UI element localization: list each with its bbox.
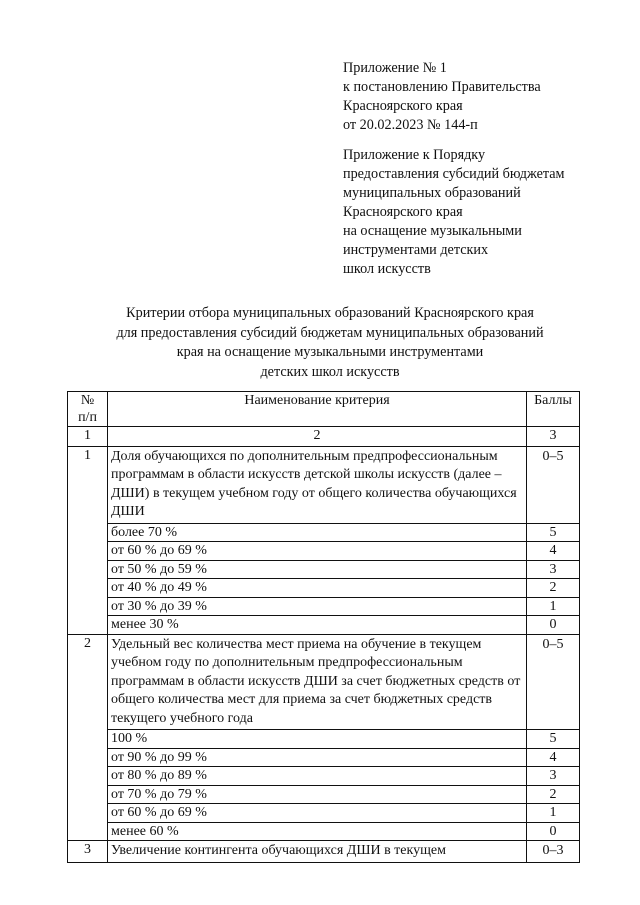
appendix-line: Красноярского края <box>343 98 463 114</box>
option-points: 1 <box>527 804 580 823</box>
option-label: от 90 % до 99 % <box>108 748 527 767</box>
criterion-option-row <box>68 767 580 786</box>
criterion-text: Увеличение контингента обучающихся ДШИ в текущем <box>108 841 527 863</box>
option-points: 2 <box>527 785 580 804</box>
criterion-number: 1 <box>68 446 108 634</box>
appendix-line: Приложение № 1 <box>343 60 447 76</box>
title-line: детских школ искусств <box>260 363 400 380</box>
option-label: от 60 % до 69 % <box>108 542 527 561</box>
option-label: от 60 % до 69 % <box>108 804 527 823</box>
header-number-line2: п/п <box>78 410 97 425</box>
criterion-option-row <box>68 616 580 635</box>
option-label: от 80 % до 89 % <box>108 767 527 786</box>
header-number <box>68 392 108 427</box>
header-number-line1: № <box>80 393 95 408</box>
criterion-points-range: 0–5 <box>527 446 580 523</box>
header-criterion-name: Наименование критерия <box>108 392 527 427</box>
appendix-line: Красноярского края <box>343 204 463 220</box>
criterion-points-range: 0–5 <box>527 634 580 730</box>
appendix-2-header <box>343 146 633 279</box>
appendix-line: школ искусств <box>343 261 431 277</box>
appendix-line: предоставления субсидий бюджетам <box>343 166 565 182</box>
option-label: от 40 % до 49 % <box>108 579 527 598</box>
title-line: для предоставления субсидий бюджетам муниципальных образований <box>116 324 544 341</box>
criterion-number: 2 <box>68 634 108 841</box>
criterion-number: 3 <box>68 841 108 863</box>
table-header-row <box>68 392 580 427</box>
criterion-option-row <box>68 822 580 841</box>
option-points: 3 <box>527 560 580 579</box>
option-points: 0 <box>527 616 580 635</box>
column-number: 2 <box>108 427 527 447</box>
criterion-text: Доля обучающихся по дополнительным предпрофессиональным программам в области искусств детской школы искусств (далее – ДШИ) в текущем учебном году от общего количества обучающихся ДШИ <box>108 446 527 523</box>
criterion-option-row <box>68 730 580 749</box>
appendix-line: на оснащение музыкальными <box>343 223 522 239</box>
option-label: 100 % <box>108 730 527 749</box>
document-title <box>60 304 600 382</box>
criterion-option-row <box>68 523 580 542</box>
option-label: менее 30 % <box>108 616 527 635</box>
option-label: от 30 % до 39 % <box>108 597 527 616</box>
criterion-option-row <box>68 542 580 561</box>
criterion-option-row <box>68 560 580 579</box>
option-points: 3 <box>527 767 580 786</box>
criterion-points-range: 0–3 <box>527 841 580 863</box>
option-points: 0 <box>527 822 580 841</box>
option-points: 2 <box>527 579 580 598</box>
criterion-option-row <box>68 804 580 823</box>
criterion-option-row <box>68 597 580 616</box>
option-points: 4 <box>527 748 580 767</box>
criterion-row <box>68 841 580 863</box>
option-label: менее 60 % <box>108 822 527 841</box>
column-numbering-row <box>68 427 580 447</box>
option-points: 5 <box>527 523 580 542</box>
criterion-row <box>68 634 580 730</box>
column-number: 3 <box>527 427 580 447</box>
criterion-option-row <box>68 579 580 598</box>
title-line: края на оснащение музыкальными инструментами <box>176 344 484 360</box>
column-number: 1 <box>68 427 108 447</box>
option-points: 4 <box>527 542 580 561</box>
title-line: Критерии отбора муниципальных образований Красноярского края <box>126 305 534 321</box>
criterion-option-row <box>68 748 580 767</box>
option-label: от 50 % до 59 % <box>108 560 527 579</box>
appendix-line: муниципальных образований <box>343 185 521 201</box>
appendix-1-header <box>343 59 633 135</box>
appendix-line: от 20.02.2023 № 144-п <box>343 117 478 133</box>
option-points: 1 <box>527 597 580 616</box>
appendix-line: к постановлению Правительства <box>343 79 541 95</box>
criterion-option-row <box>68 785 580 804</box>
option-label: более 70 % <box>108 523 527 542</box>
criterion-text: Удельный вес количества мест приема на обучение в текущем учебном году по дополнительным предпрофессиональным программам в области искусств ДШИ за счет бюджетных средств от общего количества мест для приема за счет бюджетных средств текущего учебного года <box>108 634 527 730</box>
appendix-line: инструментами детских <box>343 242 489 258</box>
criteria-body <box>68 446 580 862</box>
criterion-row <box>68 446 580 523</box>
header-points: Баллы <box>527 392 580 427</box>
option-label: от 70 % до 79 % <box>108 785 527 804</box>
option-points: 5 <box>527 730 580 749</box>
appendix-line: Приложение к Порядку <box>343 147 486 163</box>
criteria-table <box>67 391 580 863</box>
